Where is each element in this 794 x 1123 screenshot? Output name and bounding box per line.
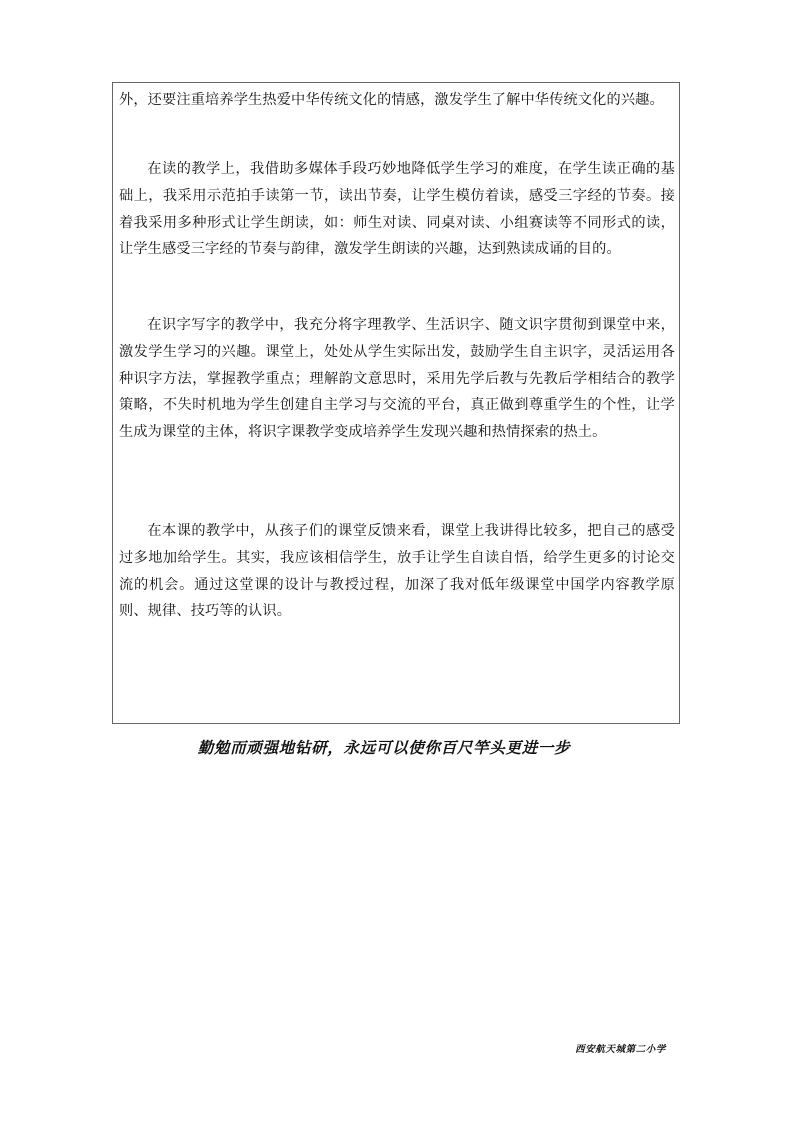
paragraph-reflection: 在本课的教学中，从孩子们的课堂反馈来看，课堂上我讲得比较多，把自己的感受过多地加给学生。其实，我应该相信学生，放手让学生自读自悟，给学生更多的讨论交流的机会。通过这堂课的设计与教授过程，加深了我对低年级课堂中国学内容教学原则、规律、技巧等的认识。	[119, 523, 675, 620]
paragraph-literacy-teaching: 在识字写字的教学中，我充分将字理教学、生活识字、随文识字贯彻到课堂中来，激发学生学习的兴趣。课堂上，处处从学生实际出发，鼓励学生自主识字，灵活运用各种识字方法，掌握教学重点；理解韵文意思时，采用先学后教与先教后学相结合的教学策略，不失时机地为学生创建自主学习与交流的平台，真正做到尊重学生的个性，让学生成为课堂的主体，将识字课教学变成培养学生发现兴趣和热情探索的热土。	[119, 317, 675, 441]
paragraph-reading-teaching: 在读的教学上，我借助多媒体手段巧妙地降低学生学习的难度，在学生读正确的基础上，我采用示范拍手读第一节，读出节奏，让学生模仿着读，感受三字经的节奏。接着我采用多种形式让学生朗读，如：师生对读、同桌对读、小组赛读等不同形式的读，让学生感受三字经的节奏与韵律，激发学生朗读的兴趣，达到熟读成诵的目的。	[119, 161, 675, 258]
reflection-text-box	[112, 82, 680, 724]
school-name: 西安航天城第二小学	[575, 1044, 666, 1055]
paragraph-intro-continuation: 外，还要注重培养学生热爱中华传统文化的情感，激发学生了解中华传统文化的兴趣。	[119, 92, 664, 108]
motto-footer-text: 勤勉而顽强地钻研，永远可以使你百尺竿头更进一步	[197, 738, 571, 757]
